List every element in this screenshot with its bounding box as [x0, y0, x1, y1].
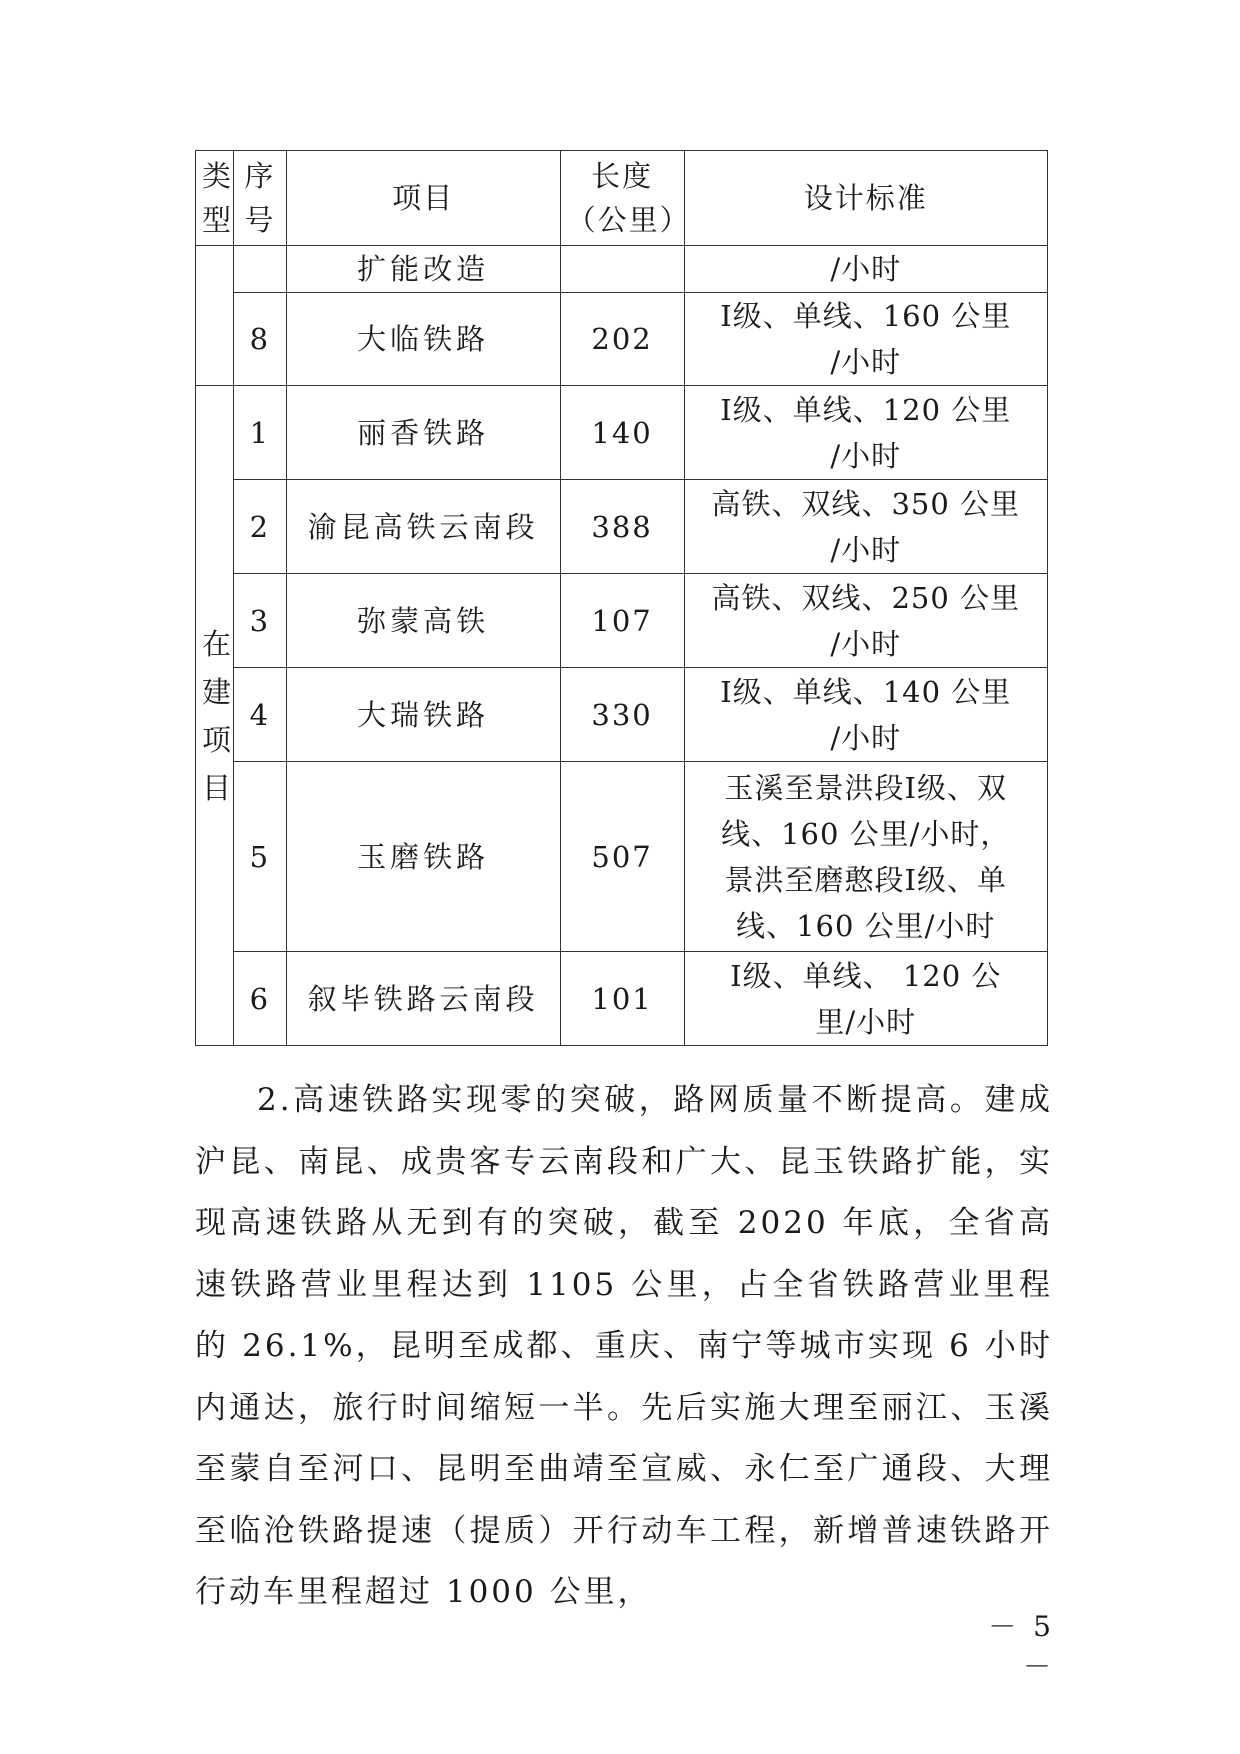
body-paragraph: 2.高速铁路实现零的突破，路网质量不断提高。建成沪昆、南昆、成贵客专云南段和广大、昆玉铁路扩能，实现高速铁路从无到有的突破，截至 2020 年底，全省高速铁路营业里程达到 1105 公里，占全省铁路营业里程的 26.1%，昆明至成都、重庆、南宁等城市实现 6 小时内通达，旅行时间缩短一半。先后实施大理至丽江、玉溪至蒙自至河口、昆明至曲靖至宣威、永仁至广通段、大理至临沧铁路提速（提质）开行动车工程，新增普速铁路开行动车里程超过 1000 公里，	[195, 1082, 1053, 1610]
header-project-label: 项目	[392, 181, 455, 215]
row-standard	[684, 293, 1047, 386]
table-row	[196, 952, 1048, 1046]
table-row	[196, 480, 1048, 574]
row-length: 140	[560, 386, 684, 480]
row-standard	[684, 386, 1047, 480]
row-standard-text: 玉溪至景洪段Ⅰ级、双 线、160 公里/小时， 景洪至磨憨段Ⅰ级、单 线、160 公里/小时	[721, 770, 1011, 943]
row-standard	[684, 952, 1047, 1046]
row-project: 大瑞铁路	[286, 668, 560, 762]
row-standard	[684, 246, 1047, 293]
row-standard-text: Ⅰ级、单线、160 公里 /小时	[720, 299, 1012, 379]
row-standard	[684, 480, 1047, 574]
table-row	[196, 293, 1048, 386]
header-no-label: 序 号	[244, 159, 276, 237]
row-project: 玉磨铁路	[286, 762, 560, 952]
row-no: 3	[234, 574, 286, 668]
row-standard-text: Ⅰ级、单线、 120 公 里/小时	[730, 958, 1002, 1039]
row-no: 6	[234, 952, 286, 1046]
row-standard-text: 高铁、双线、250 公里 /小时	[711, 580, 1021, 661]
row-project: 叙毕铁路云南段	[286, 952, 560, 1046]
row-length: 101	[560, 952, 684, 1046]
table-row	[196, 574, 1048, 668]
row-length: 202	[560, 293, 684, 386]
row-no	[234, 246, 286, 293]
page-number: － 5 －	[988, 1610, 1055, 1683]
row-length: 330	[560, 668, 684, 762]
row-no: 4	[234, 668, 286, 762]
type-cell-under-construction	[196, 386, 234, 1046]
row-standard-text: /小时	[830, 252, 902, 286]
row-project: 扩能改造	[286, 246, 560, 293]
table-row	[196, 246, 1048, 293]
header-length	[560, 151, 691, 246]
row-standard	[684, 668, 1047, 762]
row-project: 丽香铁路	[286, 386, 560, 480]
under-construction-label: 在 建 项 目	[202, 626, 232, 805]
row-project: 大临铁路	[286, 293, 560, 386]
table-header-row	[196, 151, 1048, 246]
table-row	[196, 762, 1048, 952]
row-length: 388	[560, 480, 684, 574]
header-type-label: 类 型	[202, 159, 234, 237]
row-standard-text: 高铁、双线、350 公里 /小时	[711, 486, 1021, 567]
row-standard-text: Ⅰ级、单线、140 公里 /小时	[720, 674, 1012, 755]
row-standard	[684, 762, 1047, 952]
header-standard	[684, 151, 1047, 246]
table-row	[196, 668, 1048, 762]
row-no: 5	[234, 762, 286, 952]
table-row	[196, 386, 1048, 480]
row-no: 2	[234, 480, 286, 574]
row-standard-text: Ⅰ级、单线、120 公里 /小时	[720, 392, 1012, 473]
railway-projects-table	[195, 150, 1048, 1046]
row-project: 弥蒙高铁	[286, 574, 560, 668]
header-type	[196, 151, 234, 246]
row-no: 8	[234, 293, 286, 386]
row-no: 1	[234, 386, 286, 480]
row-length: 107	[560, 574, 684, 668]
header-standard-label: 设计标准	[803, 181, 928, 215]
row-standard	[684, 574, 1047, 668]
row-project: 渝昆高铁云南段	[286, 480, 560, 574]
type-cell-continued	[196, 246, 234, 386]
header-project	[286, 151, 560, 246]
row-length	[560, 246, 684, 293]
header-no	[234, 151, 286, 246]
header-length-label: 长度 （公里）	[566, 159, 691, 237]
row-length: 507	[560, 762, 684, 952]
